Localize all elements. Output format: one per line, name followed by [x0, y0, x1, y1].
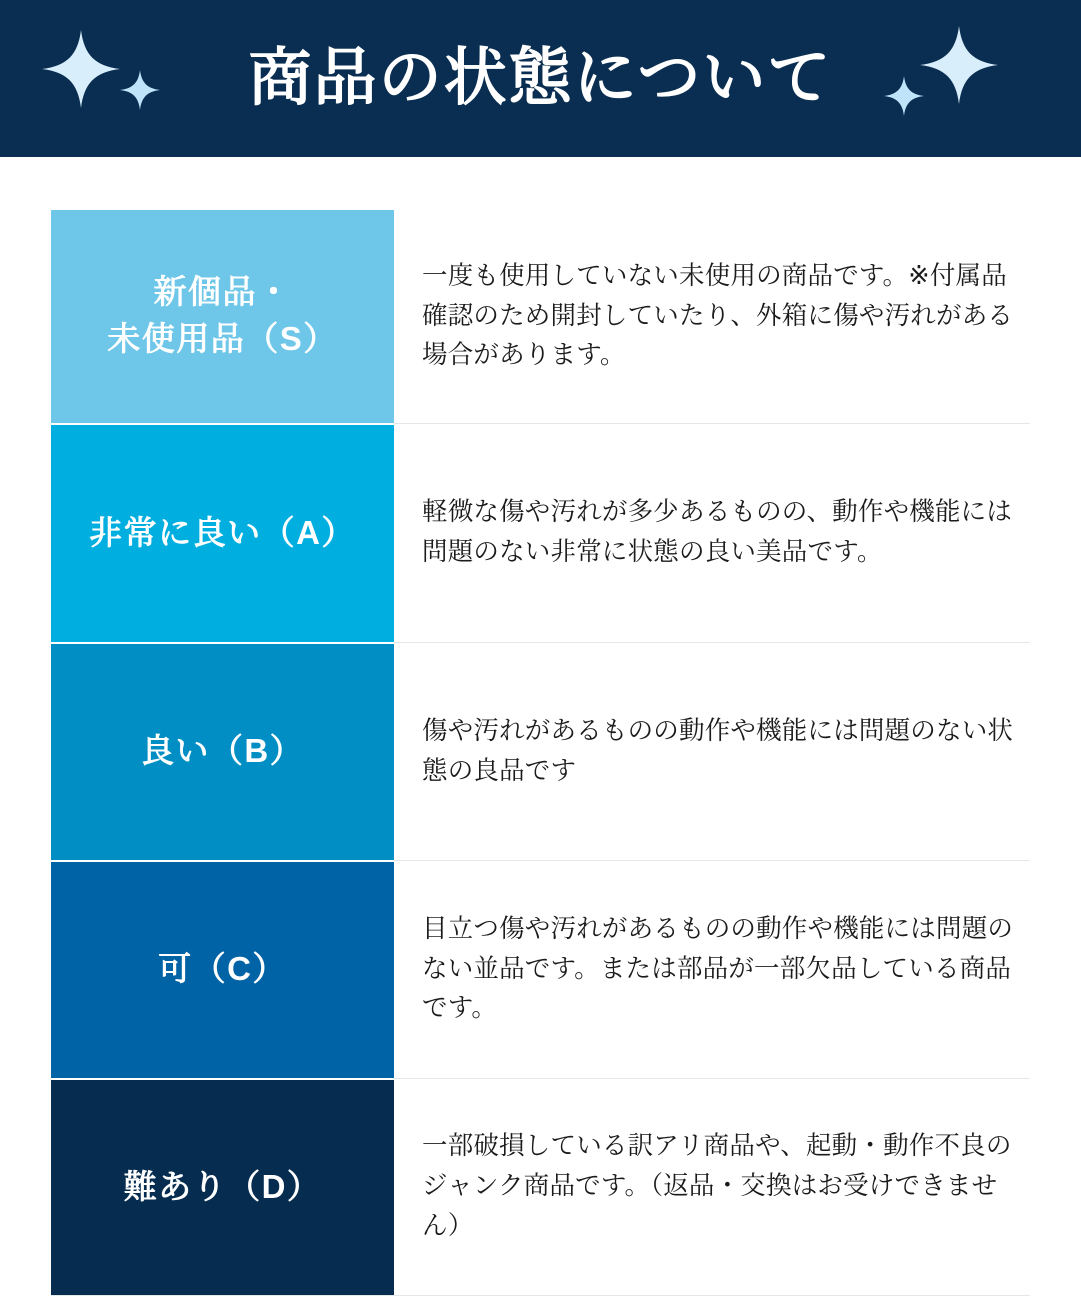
grade-label-line: 未使用品（S）: [107, 320, 338, 358]
sparkle-icon: [920, 26, 998, 104]
table-row: [51, 424, 1030, 643]
sparkle-icon: [120, 70, 160, 110]
condition-table-wrapper: [51, 210, 1030, 1296]
table-row: [51, 210, 1030, 424]
grade-label-d: [51, 1079, 394, 1296]
sparkle-icon: [884, 76, 924, 116]
grade-label-line: 可（C）: [158, 950, 287, 988]
grade-description-s: 一度も使用していない未使用の商品です。※付属品確認のため開封していたり、外箱に傷や汚れがある場合があります。: [422, 261, 1014, 370]
page-title: 商品の状態について: [248, 43, 833, 113]
condition-table: [51, 210, 1030, 1296]
sparkle-icon: [42, 30, 120, 108]
grade-description-b: 傷や汚れがあるものの動作や機能には問題のない状態の良品です: [422, 716, 1014, 785]
grade-label-line: 非常に良い（A）: [89, 513, 356, 551]
grade-label-a: [51, 424, 394, 643]
table-row: [51, 1079, 1030, 1296]
page-header: [0, 0, 1081, 157]
grade-description-a: 軽微な傷や汚れが多少あるものの、動作や機能には問題のない非常に状態の良い美品です。: [422, 498, 1013, 566]
grade-label-line: 新個品・: [153, 273, 292, 311]
grade-label-line: 良い（B）: [140, 732, 305, 770]
grade-label-line: 難あり（D）: [123, 1167, 322, 1205]
grade-label-b: [51, 643, 394, 861]
grade-description-d: 一部破損している訳アリ商品や、起動・動作不良のジャンク商品です。（返品・交換はお受けできません）: [422, 1132, 1012, 1240]
grade-label-s: [51, 210, 394, 424]
grade-description-c: 目立つ傷や汚れがあるものの動作や機能には問題のない並品です。または部品が一部欠品している商品です。: [422, 914, 1014, 1023]
table-row: [51, 861, 1030, 1079]
grade-label-c: [51, 861, 394, 1079]
table-row: [51, 643, 1030, 861]
